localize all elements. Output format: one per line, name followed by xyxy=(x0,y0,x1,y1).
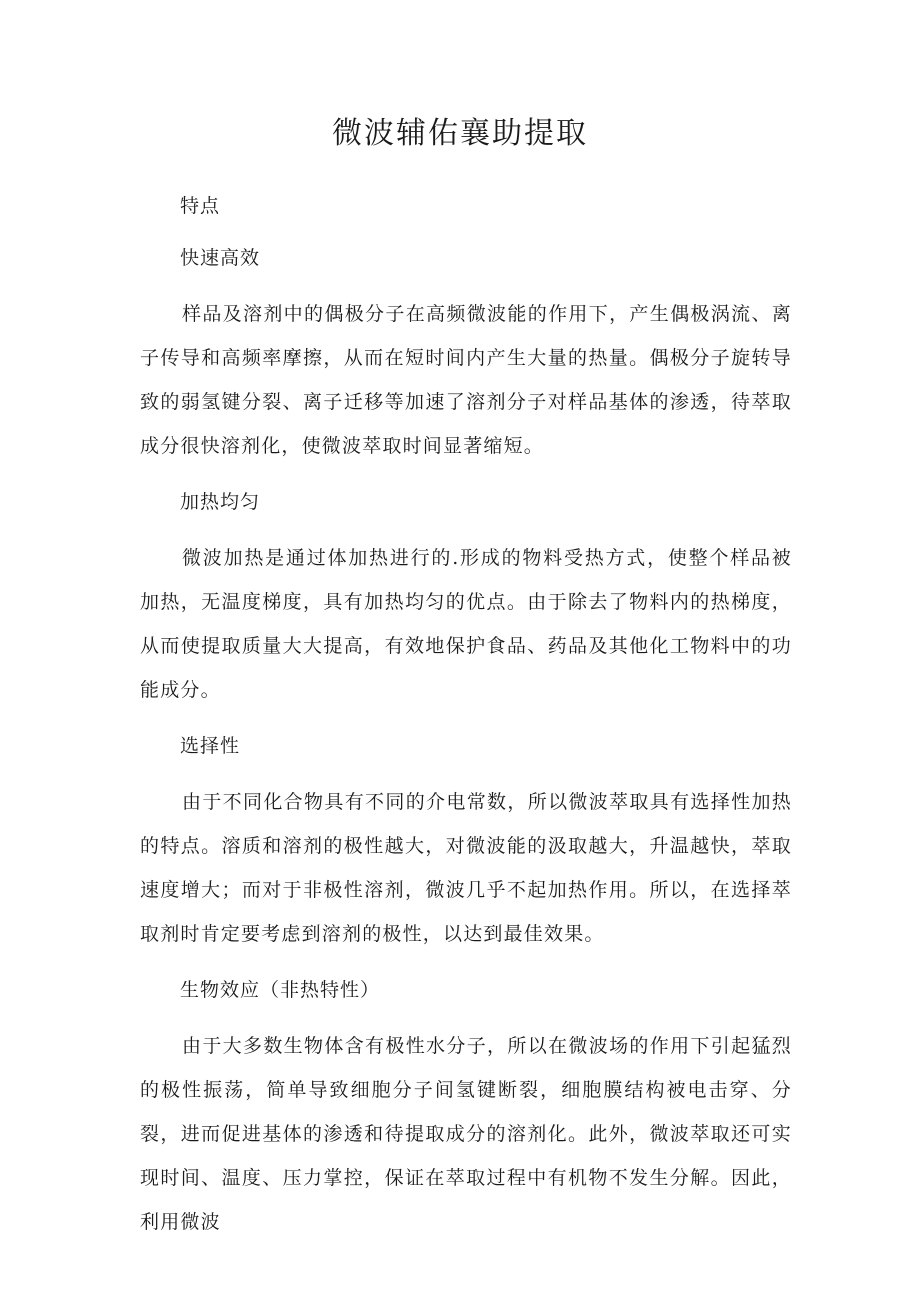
section-heading-biological-effect: 生物效应（非热特性） xyxy=(180,979,381,1001)
document-title: 微波辅佑襄助提取 xyxy=(332,116,588,151)
paragraph-selectivity: 由于不同化合物具有不同的介电常数，所以微波萃取具有选择性加热的特点。溶质和溶剂的极性越大，对微波能的汲取越大，升温越快，萃取速度增大；而对于非极性溶剂，微波几乎不起加热作用。所以，在选择萃取剂时肯定要考虑到溶剂的极性，以达到最佳效果。 xyxy=(140,791,792,945)
section-heading-selectivity: 选择性 xyxy=(180,735,241,757)
paragraph-biological-effect: 由于大多数生物体含有极性水分子，所以在微波场的作用下引起猛烈的极性振荡，简单导致细胞分子间氢键断裂，细胞膜结构被电击穿、分裂，进而促进基体的渗透和待提取成分的溶剂化。此外，微波萃取还可实现时间、温度、压力掌控，保证在萃取过程中有机物不发生分解。因此，利用微波 xyxy=(140,1035,792,1233)
document-body xyxy=(140,188,792,1260)
section-heading-features: 特点 xyxy=(180,195,221,217)
paragraph-fast-efficient: 样品及溶剂中的偶极分子在高频微波能的作用下，产生偶极涡流、离子传导和高频率摩擦，从而在短时间内产生大量的热量。偶极分子旋转导致的弱氢键分裂、离子迁移等加速了溶剂分子对样品基体的渗透，待萃取成分很快溶剂化，使微波萃取时间显著缩短。 xyxy=(140,303,792,457)
section-heading-fast-efficient: 快速高效 xyxy=(180,247,261,269)
section-heading-uniform-heating: 加热均匀 xyxy=(180,491,261,513)
paragraph-uniform-heating: 微波加热是通过体加热进行的.形成的物料受热方式，使整个样品被加热，无温度梯度，具有加热均匀的优点。由于除去了物料内的热梯度，从而使提取质量大大提高，有效地保护食品、药品及其他化工物料中的功能成分。 xyxy=(140,547,792,701)
